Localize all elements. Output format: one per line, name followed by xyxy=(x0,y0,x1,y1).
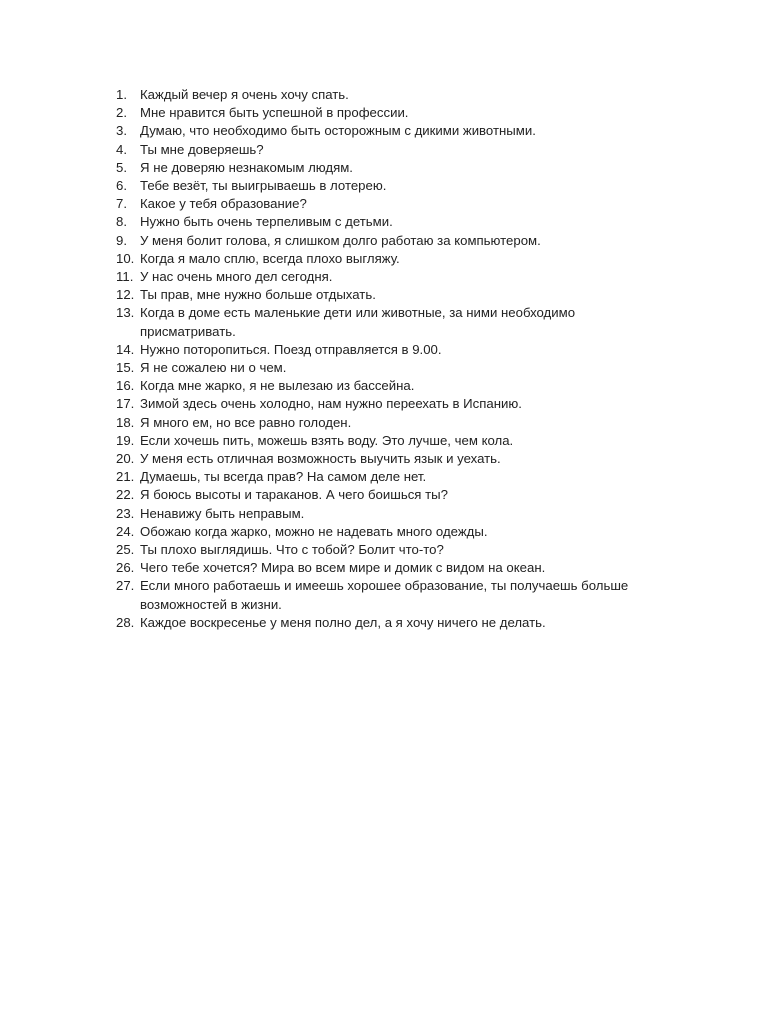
item-number: 8. xyxy=(116,214,127,230)
sentence-item xyxy=(116,159,676,177)
item-number: 13. xyxy=(116,305,135,321)
item-text: У меня болит голова, я слишком долго работаю за компьютером. xyxy=(140,232,541,248)
item-number: 21. xyxy=(116,469,135,485)
sentence-item xyxy=(116,559,676,577)
item-text: Если много работаешь и имеешь хорошее образование, ты получаешь больше возможностей в жизни. xyxy=(140,578,629,612)
item-text: Чего тебе хочется? Мира во всем мире и домик с видом на океан. xyxy=(140,560,546,576)
item-text: Думаю, что необходимо быть осторожным с дикими животными. xyxy=(140,123,536,139)
sentence-item xyxy=(116,195,676,213)
sentence-list xyxy=(116,86,676,632)
item-text: Какое у тебя образование? xyxy=(140,196,307,212)
item-text: Каждый вечер я очень хочу спать. xyxy=(140,87,349,102)
item-number: 15. xyxy=(116,360,135,376)
item-text: Ты мне доверяешь? xyxy=(140,141,264,157)
item-text: Когда мне жарко, я не вылезаю из бассейна. xyxy=(140,378,415,394)
item-text: Ненавижу быть неправым. xyxy=(140,505,305,521)
sentence-item xyxy=(116,486,676,504)
item-text: Зимой здесь очень холодно, нам нужно переехать в Испанию. xyxy=(140,396,522,412)
sentence-item xyxy=(116,104,676,122)
item-number: 1. xyxy=(116,87,127,102)
sentence-item xyxy=(116,86,676,104)
item-text: Когда в доме есть маленькие дети или животные, за ними необходимо присматривать. xyxy=(140,305,576,339)
item-text: Я не доверяю незнакомым людям. xyxy=(140,159,353,175)
item-number: 16. xyxy=(116,378,135,394)
item-number: 22. xyxy=(116,487,135,503)
item-text: Каждое воскресенье у меня полно дел, а я хочу ничего не делать. xyxy=(140,614,546,630)
item-number: 24. xyxy=(116,523,135,539)
sentence-item xyxy=(116,213,676,231)
item-number: 7. xyxy=(116,196,127,212)
item-number: 28. xyxy=(116,614,135,630)
item-text: Я не сожалею ни о чем. xyxy=(140,360,287,376)
sentence-item xyxy=(116,377,676,395)
item-text: Если хочешь пить, можешь взять воду. Это лучше, чем кола. xyxy=(140,432,514,448)
item-number: 2. xyxy=(116,105,127,121)
sentence-item xyxy=(116,577,676,613)
item-number: 23. xyxy=(116,505,135,521)
item-number: 26. xyxy=(116,560,135,576)
item-text: Обожаю когда жарко, можно не надевать много одежды. xyxy=(140,523,488,539)
sentence-item xyxy=(116,141,676,159)
item-number: 20. xyxy=(116,451,135,467)
sentence-item xyxy=(116,359,676,377)
sentence-item xyxy=(116,614,676,632)
item-number: 19. xyxy=(116,432,135,448)
item-number: 12. xyxy=(116,287,135,303)
sentence-item xyxy=(116,232,676,250)
item-text: Ты плохо выглядишь. Что с тобой? Болит что-то? xyxy=(140,542,444,558)
item-number: 6. xyxy=(116,178,127,194)
sentence-item xyxy=(116,268,676,286)
sentence-item xyxy=(116,505,676,523)
item-number: 25. xyxy=(116,542,135,558)
sentence-item xyxy=(116,432,676,450)
item-number: 3. xyxy=(116,123,127,139)
item-number: 14. xyxy=(116,341,135,357)
item-number: 27. xyxy=(116,578,135,594)
item-number: 9. xyxy=(116,232,127,248)
item-number: 11. xyxy=(116,269,134,285)
sentence-item xyxy=(116,286,676,304)
item-text: Я боюсь высоты и тараканов. А чего боишься ты? xyxy=(140,487,448,503)
sentence-item xyxy=(116,468,676,486)
item-text: Мне нравится быть успешной в профессии. xyxy=(140,105,409,121)
sentence-item xyxy=(116,450,676,468)
item-text: Нужно быть очень терпеливым с детьми. xyxy=(140,214,393,230)
item-text: Тебе везёт, ты выигрываешь в лотерею. xyxy=(140,178,387,194)
sentence-item xyxy=(116,341,676,359)
item-number: 4. xyxy=(116,141,127,157)
sentence-item xyxy=(116,395,676,413)
item-text: У нас очень много дел сегодня. xyxy=(140,269,333,285)
item-number: 10. xyxy=(116,250,135,266)
item-text: Ты прав, мне нужно больше отдыхать. xyxy=(140,287,376,303)
item-number: 18. xyxy=(116,414,135,430)
item-number: 5. xyxy=(116,159,127,175)
item-text: Нужно поторопиться. Поезд отправляется в 9.00. xyxy=(140,341,442,357)
sentence-item xyxy=(116,541,676,559)
item-text: Думаешь, ты всегда прав? На самом деле нет. xyxy=(140,469,427,485)
item-text: Я много ем, но все равно голоден. xyxy=(140,414,352,430)
sentence-item xyxy=(116,304,676,340)
item-text: Когда я мало сплю, всегда плохо выгляжу. xyxy=(140,250,400,266)
sentence-item xyxy=(116,122,676,140)
item-text: У меня есть отличная возможность выучить язык и уехать. xyxy=(140,451,501,467)
sentence-item xyxy=(116,414,676,432)
item-number: 17. xyxy=(116,396,135,412)
sentence-item xyxy=(116,250,676,268)
sentence-item xyxy=(116,177,676,195)
sentence-item xyxy=(116,523,676,541)
